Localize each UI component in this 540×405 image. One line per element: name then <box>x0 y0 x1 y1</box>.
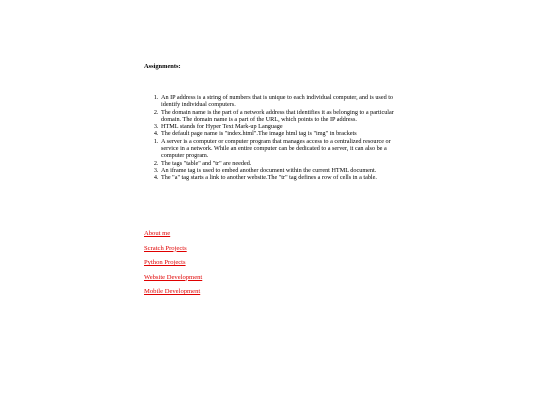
link-mobile-development[interactable]: Mobile Development <box>144 288 201 295</box>
list-item: 2. The tags "table" and "tr" are needed. <box>160 160 404 167</box>
assignments-heading: Assignments: <box>144 63 181 70</box>
list-item: 1. An IP address is a string of numbers that is unique to each individual computer, and is used to identify individual computers. <box>160 94 404 109</box>
assignments-list-1 <box>144 94 404 138</box>
list-item: 4. The "a" tag starts a link to another website.The "tr" tag defines a row of cells in a table. <box>160 174 404 181</box>
list-item: 4. The default page name is "index.html".The image html tag is "img" in brackets <box>160 130 404 137</box>
assignments-section <box>144 63 404 182</box>
link-website-development[interactable]: Website Development <box>144 273 203 281</box>
list-item: 2. The domain name is the part of a network address that identifies it as belonging to a particular domain. The domain name is a part of the URL, which points to the IP address. <box>160 109 404 124</box>
assignments-list-2 <box>144 138 404 182</box>
list-item: 3. An iframe tag is used to embed another document within the current HTML document. <box>160 167 404 174</box>
link-scratch-projects[interactable]: Scratch Projects <box>144 244 187 252</box>
link-about-me[interactable]: About me <box>144 230 171 237</box>
list-item: 3. HTML stands for Hyper Text Mark-up Language <box>160 123 404 130</box>
link-python-projects[interactable]: Python Projects <box>144 259 186 266</box>
list-item: 1. A server is a computer or computer program that manages access to a centralized resource or service in a network. While an entire computer can be dedicated to a server, it can also be a computer program. <box>160 138 404 160</box>
navigation-links <box>144 230 202 303</box>
